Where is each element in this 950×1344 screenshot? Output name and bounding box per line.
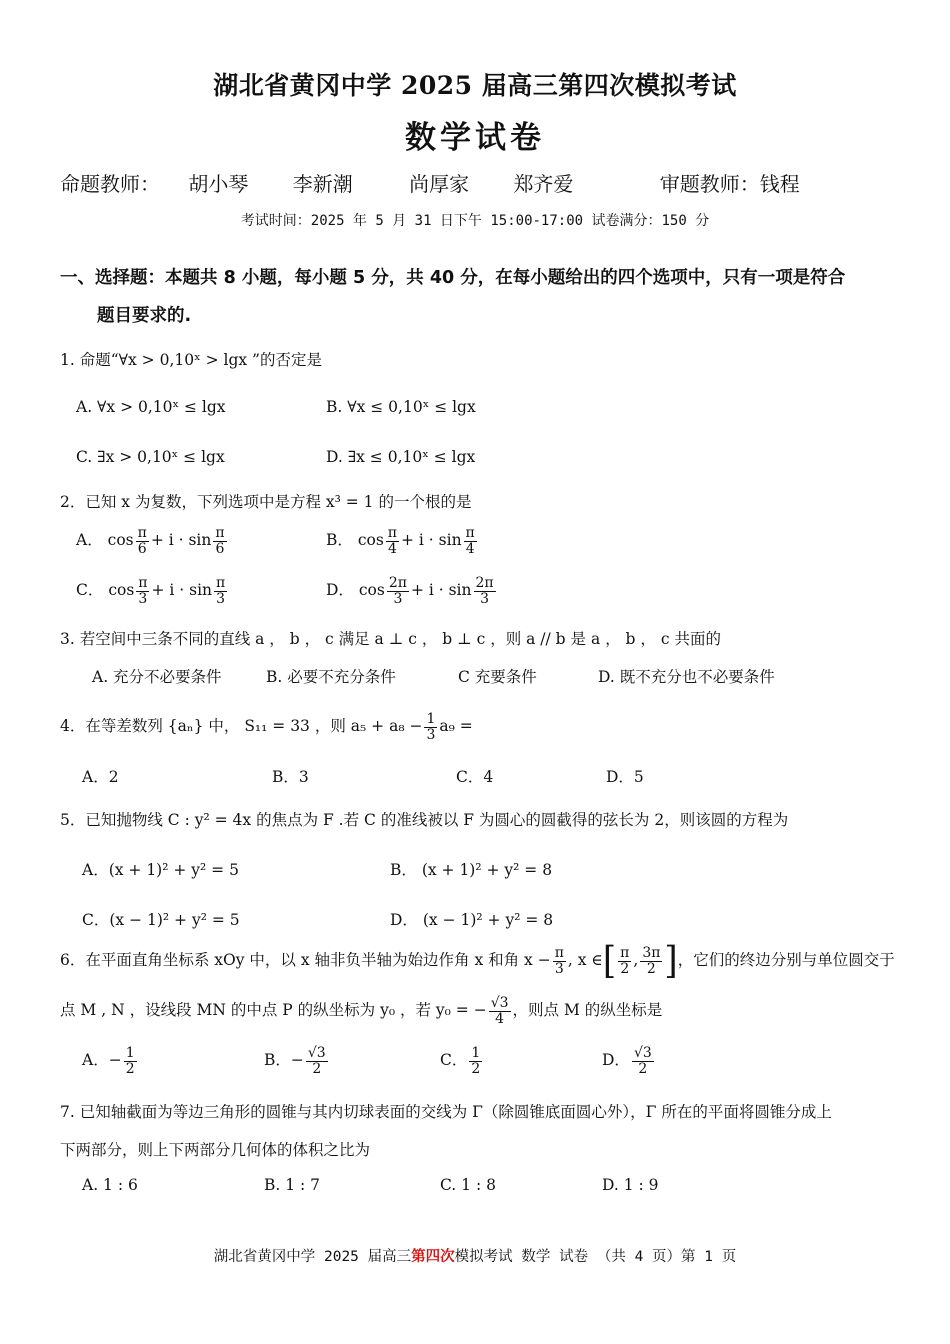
numerator: π xyxy=(387,525,397,541)
numerator: π xyxy=(216,575,226,591)
q3-option-d: D. 既不充分也不必要条件 xyxy=(598,668,775,686)
section-heading-cont: 题目要求的. xyxy=(97,306,192,326)
setters-label: 命题教师： xyxy=(60,172,160,196)
q2-option-b xyxy=(326,526,479,556)
fraction xyxy=(553,946,566,976)
denominator: 3 xyxy=(554,960,564,977)
q7-option-b: B. 1 : 7 xyxy=(264,1176,321,1194)
q1-option-c: C. ∃x > 0,10ˣ ≤ lgx xyxy=(76,448,225,466)
numerator: √3 xyxy=(490,995,509,1011)
q6-option-b xyxy=(264,1046,330,1076)
denominator: 3 xyxy=(138,590,148,607)
stem-text: ，则点 M 的纵坐标是 xyxy=(512,1001,663,1020)
cos-text: cos xyxy=(357,531,384,550)
setter-name: 尚厚家 xyxy=(409,172,470,196)
q1-option-d: D. ∃x ≤ 0,10ˣ ≤ lgx xyxy=(326,448,476,466)
q2-option-a xyxy=(76,526,229,556)
right-bracket: ] xyxy=(664,939,678,983)
section-heading: 一、选择题：本题共 8 小题，每小题 5 分，共 40 分，在每小题给出的四个选项中，只有一项是符合 xyxy=(60,268,846,288)
isin-text: + i · sin xyxy=(150,531,212,550)
fraction xyxy=(469,1046,482,1076)
denominator: 2 xyxy=(312,1060,322,1077)
denominator: 4 xyxy=(387,540,397,557)
minus-sign: − xyxy=(290,1051,304,1070)
fraction xyxy=(424,712,437,742)
fraction xyxy=(640,946,662,976)
q7-option-a: A. 1 : 6 xyxy=(82,1176,138,1194)
question-2-stem: 2．已知 x 为复数，下列选项中是方程 x³ = 1 的一个根的是 xyxy=(60,493,472,511)
cos-text: cos xyxy=(108,581,135,600)
stem-text: 6．在平面直角坐标系 xOy 中，以 x 轴非负半轴为始边作角 x 和角 x − xyxy=(60,951,551,969)
q3-option-c: C 充要条件 xyxy=(458,668,537,686)
q6-option-c xyxy=(440,1046,484,1076)
q1-option-a: A. ∀x > 0,10ˣ ≤ lgx xyxy=(76,398,226,416)
option-label: A． xyxy=(82,1051,109,1070)
stem-text: ，它们的终边分别与单位圆交于 xyxy=(677,951,895,969)
option-label: A． xyxy=(76,531,103,550)
denominator: 2 xyxy=(620,960,630,977)
numerator: 2π xyxy=(475,575,494,591)
fraction xyxy=(214,576,227,606)
cos-text: cos xyxy=(358,581,385,600)
fraction xyxy=(213,526,226,556)
option-label: D． xyxy=(326,581,354,600)
isin-text: + i · sin xyxy=(151,581,213,600)
setter-name: 李新潮 xyxy=(292,172,353,196)
denominator: 2 xyxy=(471,1060,481,1077)
q5-option-b: B． (x + 1)² + y² = 8 xyxy=(390,861,553,879)
q7-option-c: C. 1 : 8 xyxy=(440,1176,496,1194)
denominator: 2 xyxy=(638,1060,648,1077)
isin-text: + i · sin xyxy=(410,581,472,600)
numerator: π xyxy=(138,575,148,591)
option-label: C． xyxy=(440,1051,468,1070)
option-label: B． xyxy=(326,531,353,550)
q5-option-a: A．(x + 1)² + y² = 5 xyxy=(82,861,239,879)
numerator: π xyxy=(137,525,147,541)
fraction xyxy=(489,996,511,1026)
stem-text: 4．在等差数列 {aₙ} 中， S₁₁ = 33 ，则 a₅ + a₈ − xyxy=(60,717,423,736)
fraction xyxy=(136,526,149,556)
stem-text: 点 M , N ，设线段 MN 的中点 P 的纵坐标为 y₀ ，若 y₀ = − xyxy=(60,1001,487,1020)
subject-title: 数学试卷 xyxy=(405,120,545,156)
fraction xyxy=(464,526,477,556)
q5-option-d: D． (x − 1)² + y² = 8 xyxy=(390,911,554,929)
numerator: π xyxy=(215,525,225,541)
q2-option-c xyxy=(76,576,229,606)
fraction xyxy=(618,946,631,976)
option-label: C． xyxy=(76,581,104,600)
cos-text: cos xyxy=(107,531,134,550)
q4-option-a: A．2 xyxy=(82,768,119,786)
exam-info: 考试时间：2025 年 5 月 31 日下午 15:00-17:00 试卷满分：150 分 xyxy=(240,213,710,229)
q3-option-b: B. 必要不充分条件 xyxy=(266,668,396,686)
fraction xyxy=(136,576,149,606)
q6-option-a xyxy=(82,1046,139,1076)
stem-text: , x ∈ xyxy=(567,951,603,969)
option-label: B． xyxy=(264,1051,291,1070)
q4-option-b: B．3 xyxy=(272,768,309,786)
numerator: π xyxy=(620,944,630,961)
numerator: 2π xyxy=(388,575,407,591)
denominator: 6 xyxy=(215,540,225,557)
denominator: 2 xyxy=(125,1060,135,1077)
left-bracket: [ xyxy=(602,939,617,983)
q7-option-d: D. 1 : 9 xyxy=(602,1176,659,1194)
stem-text: a₉ = xyxy=(439,717,473,736)
fraction xyxy=(474,576,496,606)
question-1-stem: 1. 命题“∀x > 0,10ˣ > lgx ”的否定是 xyxy=(60,351,322,369)
question-6-line2 xyxy=(60,996,662,1026)
question-3-stem: 3. 若空间中三条不同的直线 a ， b ， c 满足 a ⊥ c ， b ⊥ c ，则 a // b 是 a ， b ， c 共面的 xyxy=(60,630,721,648)
footer-highlight: 第四次 xyxy=(411,1249,455,1265)
q5-option-c: C．(x − 1)² + y² = 5 xyxy=(82,911,240,929)
denominator: 4 xyxy=(465,540,475,557)
minus-sign: − xyxy=(108,1051,122,1070)
exam-title: 湖北省黄冈中学 2025 届高三第四次模拟考试 xyxy=(213,71,737,100)
q4-option-d: D．5 xyxy=(606,768,644,786)
denominator: 6 xyxy=(137,540,147,557)
fraction xyxy=(387,576,409,606)
denominator: 3 xyxy=(480,590,490,607)
denominator: 3 xyxy=(216,590,226,607)
question-4-stem xyxy=(60,712,473,742)
option-label: D． xyxy=(602,1051,630,1070)
footer-text: 湖北省黄冈中学 2025 届高三 xyxy=(213,1249,412,1265)
q4-option-c: C．4 xyxy=(456,768,494,786)
question-7-line2: 下两部分，则上下两部分几何体的体积之比为 xyxy=(60,1141,371,1159)
numerator: 1 xyxy=(125,1045,135,1061)
setter-name: 郑齐爱 xyxy=(513,172,574,196)
footer-text: 模拟考试 数学 试卷 （共 4 页）第 1 页 xyxy=(454,1249,737,1265)
denominator: 3 xyxy=(393,590,403,607)
numerator: √3 xyxy=(307,1045,326,1061)
numerator: π xyxy=(465,525,475,541)
denominator: 3 xyxy=(426,726,436,743)
page-footer xyxy=(0,1245,950,1266)
question-5-stem: 5．已知抛物线 C : y² = 4x 的焦点为 F .若 C 的准线被以 F 为圆心的圆截得的弦长为 2，则该圆的方程为 xyxy=(60,811,789,829)
teachers-line xyxy=(60,168,800,197)
reviewer: 审题教师：钱程 xyxy=(659,172,800,196)
numerator: √3 xyxy=(633,1045,652,1061)
numerator: 1 xyxy=(471,1045,481,1061)
q6-option-d xyxy=(602,1046,656,1076)
isin-text: + i · sin xyxy=(401,531,462,550)
setter-name: 胡小琴 xyxy=(188,172,249,196)
numerator: 3π xyxy=(642,944,661,961)
fraction xyxy=(306,1046,328,1076)
fraction xyxy=(124,1046,137,1076)
q3-option-a: A. 充分不必要条件 xyxy=(92,668,222,686)
q1-option-b: B. ∀x ≤ 0,10ˣ ≤ lgx xyxy=(326,398,476,416)
denominator: 4 xyxy=(495,1010,505,1027)
question-7-stem: 7. 已知轴截面为等边三角形的圆锥与其内切球表面的交线为 Γ（除圆锥底面圆心外），Γ 所在的平面将圆锥分成上 xyxy=(60,1103,832,1121)
question-6-stem: 6．在平面直角坐标系 xOy 中，以 x 轴非负半轴为始边作角 x 和角 x − $\frac{\pi}{3}$ , x ∈[ $\frac{\pi}{2}$ , $\frac{3\pi}{2}$ ]，它们的终边分别与单位圆交于 xyxy=(60,939,895,983)
numerator: π xyxy=(554,944,564,961)
fraction xyxy=(632,1046,654,1076)
numerator: 1 xyxy=(426,711,436,727)
q2-option-d xyxy=(326,576,498,606)
fraction xyxy=(386,526,399,556)
denominator: 2 xyxy=(646,960,656,977)
